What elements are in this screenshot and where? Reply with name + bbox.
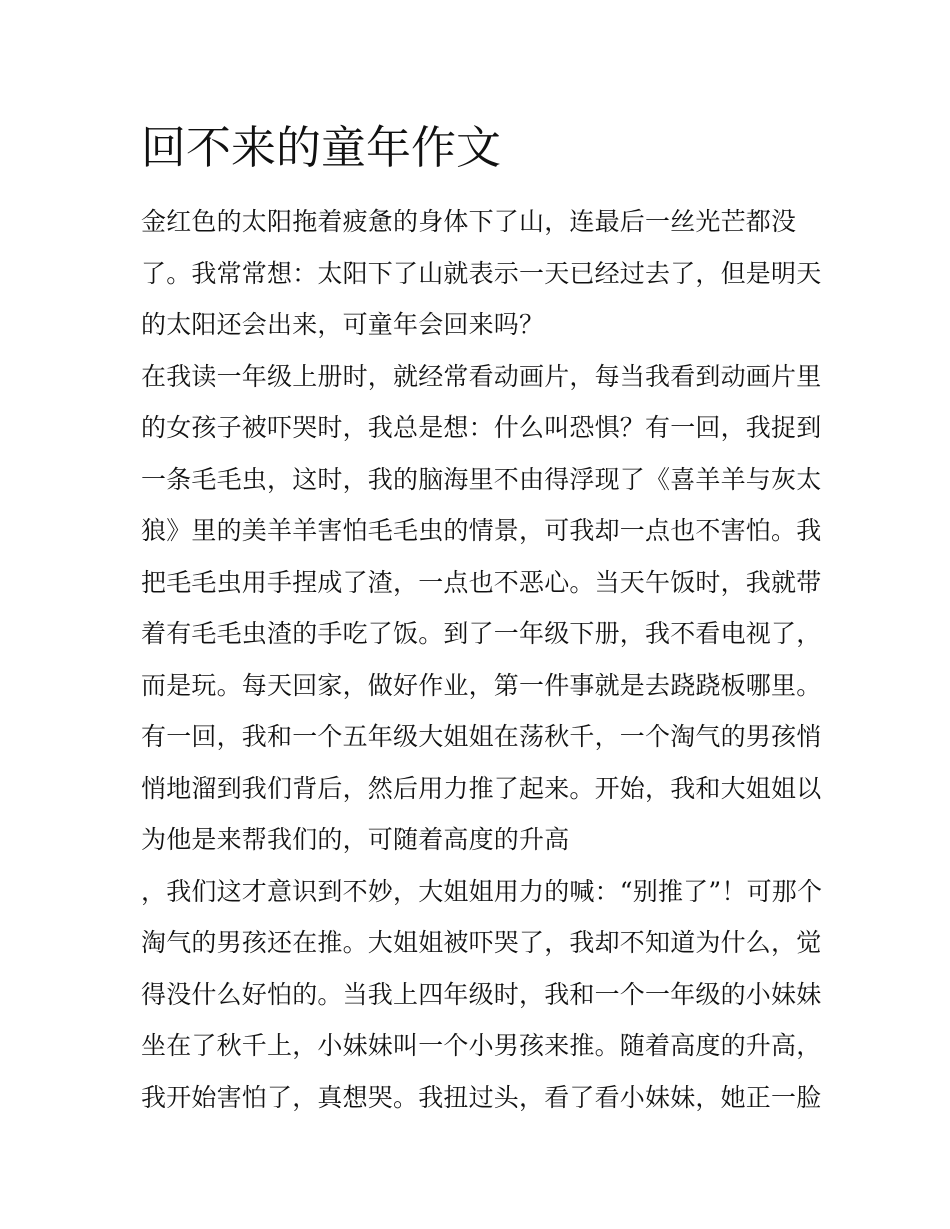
body-line: 悄地溜到我们背后，然后用力推了起来。开始，我和大姐姐以 — [141, 773, 822, 803]
body-line: 我开始害怕了，真想哭。我扭过头，看了看小妹妹，她正一脸 — [141, 1082, 822, 1112]
body-line: 的太阳还会出来，可童年会回来吗？ — [141, 310, 545, 339]
body-line: 一条毛毛虫，这时，我的脑海里不由得浮现了《喜羊羊与灰太 — [141, 464, 822, 494]
body-line: 在我读一年级上册时，就经常看动画片，每当我看到动画片里 — [141, 361, 822, 391]
body-line: 了。我常常想：太阳下了山就表示一天已经过去了，但是明天 — [141, 258, 822, 288]
body-line: 狼》里的美羊羊害怕毛毛虫的情景，可我却一点也不害怕。我 — [141, 516, 822, 545]
body-line: 为他是来帮我们的，可随着高度的升高 — [141, 825, 570, 854]
body-line: 金红色的太阳拖着疲惫的身体下了山，连最后一丝光芒都没 — [141, 207, 797, 236]
body-line: 淘气的男孩还在推。大姐姐被吓哭了，我却不知道为什么，觉 — [141, 928, 822, 957]
body-line: 的女孩子被吓哭时，我总是想：什么叫恐惧？有一回，我捉到 — [141, 413, 822, 442]
document-title: 回不来的童年作文 — [141, 121, 502, 174]
body-line: 着有毛毛虫渣的手吃了饭。到了一年级下册，我不看电视了， — [141, 619, 822, 648]
body-line: 把毛毛虫用手捏成了渣，一点也不恶心。当天午饭时，我就带 — [141, 567, 822, 597]
body-line: ，我们这才意识到不妙，大姐姐用力的喊：“别推了”！可那个 — [141, 876, 823, 906]
body-line: 而是玩。每天回家，做好作业，第一件事就是去跷跷板哪里。 — [141, 670, 822, 700]
body-line: 有一回，我和一个五年级大姐姐在荡秋千，一个淘气的男孩悄 — [141, 722, 822, 751]
body-line: 得没什么好怕的。当我上四年级时，我和一个一年级的小妹妹 — [141, 979, 822, 1009]
document-body — [141, 196, 821, 1123]
body-line: 坐在了秋千上，小妹妹叫一个小男孩来推。随着高度的升高， — [141, 1031, 822, 1060]
